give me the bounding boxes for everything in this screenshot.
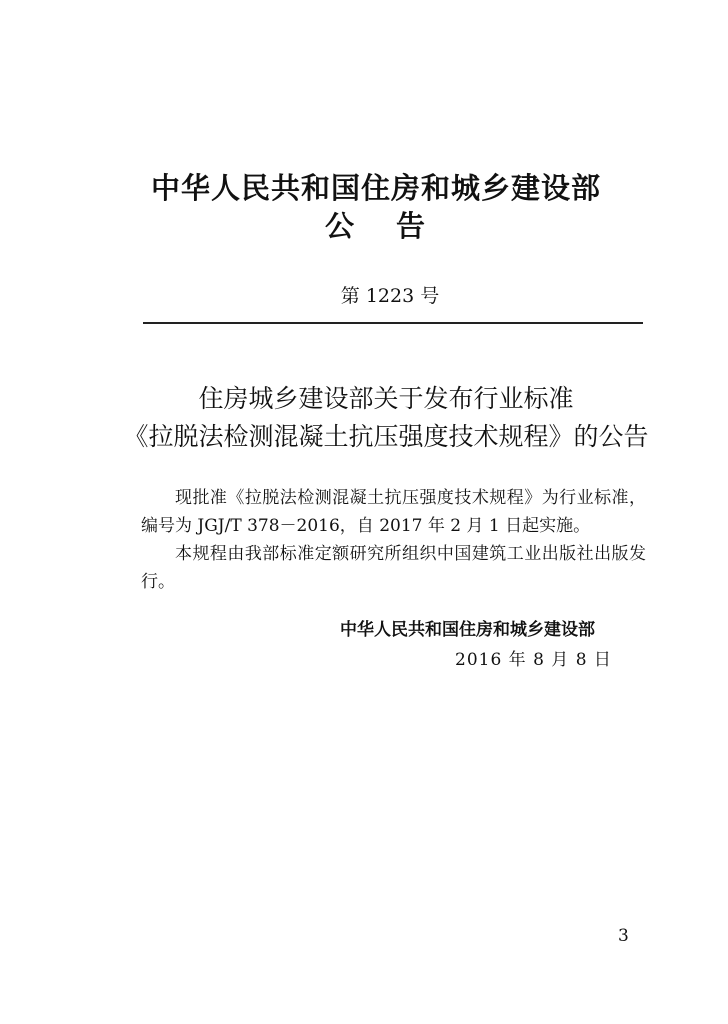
announcement-headline <box>0 380 728 456</box>
body-paragraph-approval: 现批准《拉脱法检测混凝土抗压强度技术规程》为行业标准，编号为 JGJ/T 378－2016，自 2017 年 2 月 1 日起实施。 <box>141 488 646 536</box>
announcement-body <box>141 484 646 596</box>
signature-date: 2016 年 8 月 8 日 <box>455 650 612 670</box>
issuer-title: 中华人民共和国住房和城乡建设部 <box>150 171 601 205</box>
signature-organization: 中华人民共和国住房和城乡建设部 <box>340 620 595 640</box>
body-paragraph-publication: 本规程由我部标准定额研究所组织中国建筑工业出版社出版发行。 <box>141 544 646 592</box>
headline-line-1: 住房城乡建设部关于发布行业标准 <box>198 384 574 413</box>
document-kind-title: 公告 <box>324 209 467 243</box>
header-divider <box>143 322 643 324</box>
page-number: 3 <box>618 926 629 946</box>
document-number: 第 1223 号 <box>340 285 440 307</box>
headline-line-2: 《拉脱法检测混凝土抗压强度技术规程》的公告 <box>123 422 649 451</box>
